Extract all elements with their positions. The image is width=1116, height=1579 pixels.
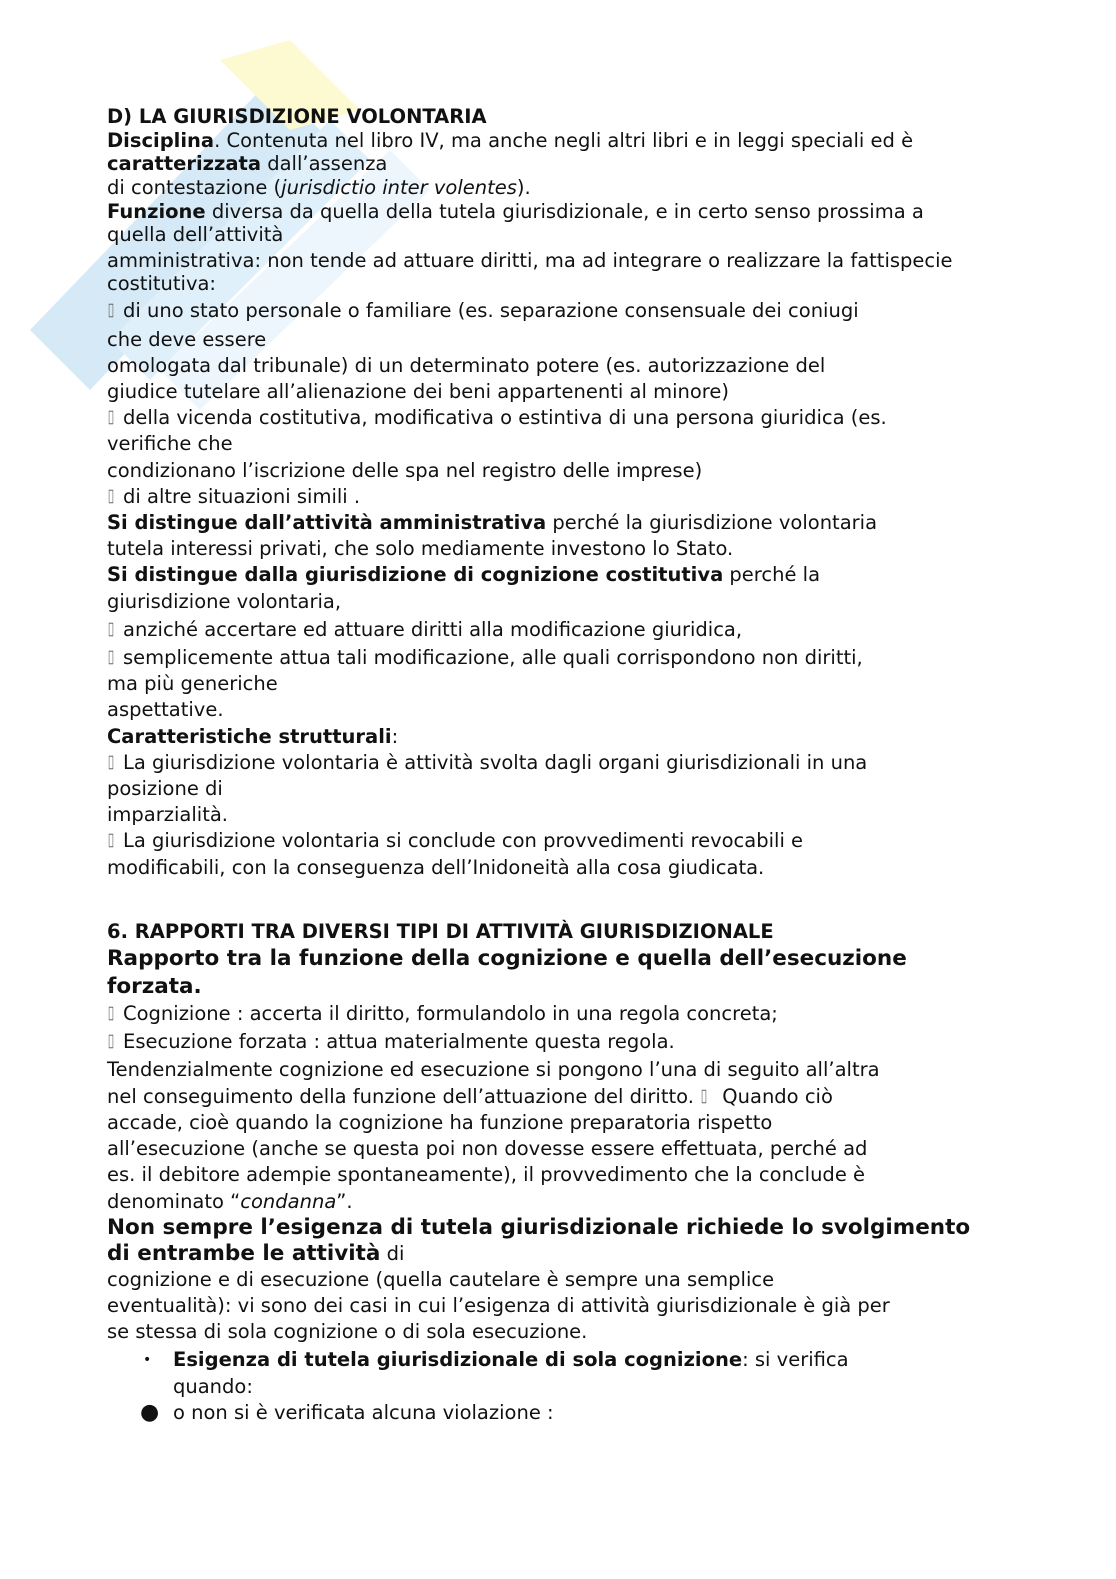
list-item: ● o non si è verificata alcuna violazione : — [140, 1399, 554, 1425]
caratteristiche-item: La giurisdizione volontaria è attività svolta dagli organi giurisdizionali in una — [107, 750, 1017, 776]
missing-glyph-bullet-icon — [109, 756, 113, 770]
missing-glyph-bullet-icon — [109, 411, 113, 425]
bullet-icon: • — [143, 1352, 152, 1369]
funzione-paragraph-cont: amministrativa: non tende ad attuare diritti, ma ad integrare o realizzare la fattispecie costitutiva: — [107, 249, 953, 295]
distingue-item-cont: ma più generiche — [107, 672, 278, 696]
list-item: • Esigenza di tutela giurisdizionale di sola cognizione: si verifica quando: — [143, 1348, 849, 1398]
missing-glyph-bullet-icon — [109, 304, 113, 318]
section-6-subtitle: Rapporto tra la funzione della cognizione e quella dell’esecuzione forzata. — [107, 946, 907, 1000]
fattispecie-item-cont: verifiche che — [107, 432, 233, 456]
section-6-item: Cognizione : accerta il diritto, formulandolo in una regola concreta; — [107, 1001, 1017, 1027]
caratteristiche-item-cont: modificabili, con la conseguenza dell’Inidoneità alla cosa giudicata. — [107, 855, 765, 879]
fattispecie-item: della vicenda costitutiva, modificativa o estintiva di una persona giuridica (es. — [107, 405, 1017, 431]
fattispecie-item: di uno stato personale o familiare (es. separazione consensuale dei coniugi — [107, 298, 1017, 324]
distingue-item: anziché accertare ed attuare diritti alla modificazione giuridica, — [107, 617, 1017, 643]
missing-glyph-bullet-icon — [109, 623, 113, 637]
distingue-amministrativa-paragraph: Si distingue dall’attività amministrativa perché la giurisdizione volontaria tutela interessi privati, che solo mediamente investono lo Stato. — [107, 511, 878, 561]
caratteristiche-heading: Caratteristiche strutturali: — [107, 724, 399, 748]
missing-glyph-bullet-icon — [109, 490, 113, 504]
disciplina-paragraph-cont: di contestazione (jurisdictio inter volentes). — [107, 176, 531, 200]
missing-glyph-bullet-icon — [109, 1007, 113, 1021]
section-6-title: 6. RAPPORTI TRA DIVERSI TIPI DI ATTIVITÀ GIURISDIZIONALE — [107, 919, 774, 943]
caratteristiche-item: La giurisdizione volontaria si conclude con provvedimenti revocabili e — [107, 828, 1017, 854]
distingue-cognizione-paragraph: Si distingue dalla giurisdizione di cognizione costitutiva perché la giurisdizione volontaria, — [107, 563, 821, 613]
missing-glyph-arrow-icon — [702, 1089, 706, 1103]
missing-glyph-bullet-icon — [109, 651, 113, 665]
cognizione-esecuzione-paragraph: Tendenzialmente cognizione ed esecuzione si pongono l’una di seguito all’altra nel conseguimento della funzione dell’attuazione del diritto. Quando ciò accade, cioè quando la cognizione ha funzione preparatoria rispetto all’esecuzione (anche se questa poi non dovesse essere effettuata, perché ad es. il debitore adempie spontaneamente), il provvedimento che la conclude è denominato “condanna”. — [107, 1058, 880, 1213]
caratteristiche-item-cont: posizione di — [107, 777, 223, 801]
non-sempre-paragraph: Non sempre l’esigenza di tutela giurisdizionale richiede lo svolgimento di entrambe le attività di — [107, 1214, 971, 1266]
fattispecie-item-cont: giudice tutelare all’alienazione dei beni appartenenti al minore) — [107, 380, 729, 404]
distingue-item-cont: aspettative. — [107, 698, 224, 722]
fattispecie-item-cont: condizionano l’iscrizione delle spa nel registro delle imprese) — [107, 458, 703, 482]
disciplina-paragraph: Disciplina. Contenuta nel libro IV, ma anche negli altri libri e in leggi speciali ed è caratterizzata dall’assenza — [107, 129, 914, 175]
non-sempre-paragraph-cont: cognizione e di esecuzione (quella cautelare è sempre una semplice eventualità): vi sono dei casi in cui l’esigenza di attività giurisdizionale è già per se stessa di sola cognizione o di sola esecuzione. — [107, 1267, 890, 1344]
fattispecie-item-cont: che deve essere — [107, 327, 267, 351]
fattispecie-item: di altre situazioni simili . — [107, 484, 1017, 510]
document-page — [107, 104, 1017, 1426]
distingue-item: semplicemente attua tali modificazione, alle quali corrispondono non diritti, — [107, 645, 1017, 671]
section-6-item: Esecuzione forzata : attua materialmente questa regola. — [107, 1029, 1017, 1055]
caratteristiche-item-cont: imparzialità. — [107, 803, 228, 827]
missing-glyph-bullet-icon — [109, 834, 113, 848]
funzione-paragraph: Funzione diversa da quella della tutela giurisdizionale, e in certo senso prossima a quella dell’attività — [107, 200, 924, 246]
missing-glyph-bullet-icon — [109, 1035, 113, 1049]
section-d-title: D) LA GIURISDIZIONE VOLONTARIA — [107, 105, 487, 128]
fattispecie-item-cont: omologata dal tribunale) di un determinato potere (es. autorizzazione del — [107, 353, 826, 377]
filled-circle-bullet-icon: ● — [140, 1399, 160, 1425]
